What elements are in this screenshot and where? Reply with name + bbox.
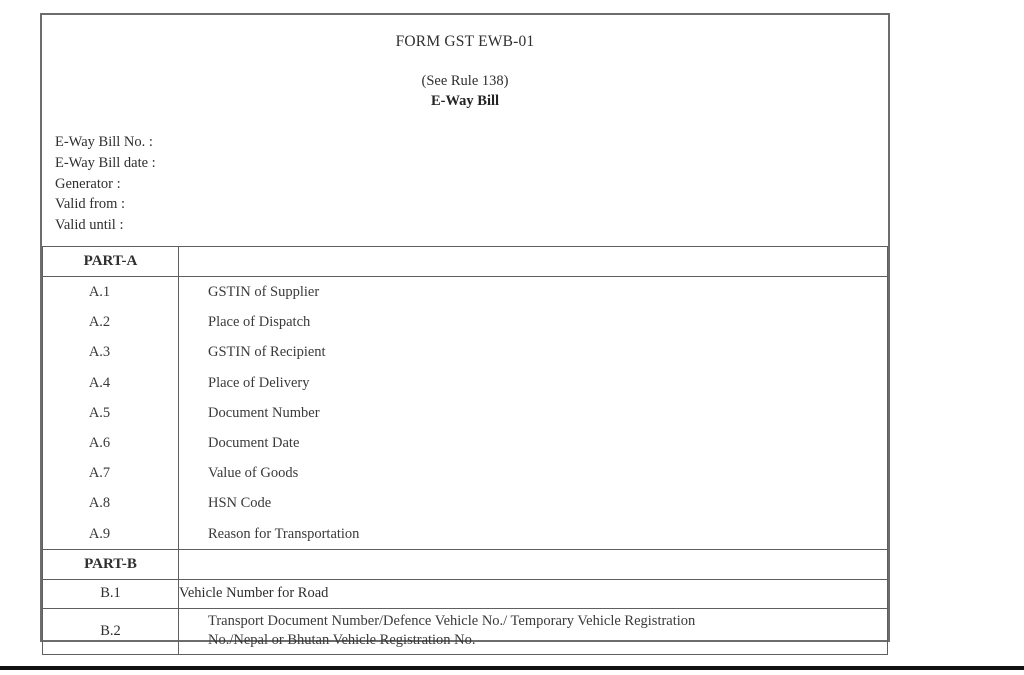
part-a-description-column (179, 276, 888, 549)
row-code-a6: A.6 (88, 435, 111, 451)
page-bottom-rule (0, 666, 1024, 670)
eway-bill-form (40, 13, 890, 649)
row-desc-a6: Document Date (208, 435, 300, 451)
part-b-label: PART-B (43, 549, 179, 579)
row-desc-a4: Place of Delivery (208, 374, 310, 391)
part-a-code-column (43, 276, 179, 549)
row-desc-b1: Vehicle Number for Road (179, 579, 888, 608)
part-a-header-row (43, 246, 888, 276)
row-desc-a3: GSTIN of Recipient (208, 344, 326, 361)
row-code-a2: A.2 (88, 314, 111, 331)
part-b-header-row (43, 549, 888, 579)
row-desc-a9: Reason for Transportation (208, 525, 360, 542)
part-a-label: PART-A (43, 246, 179, 276)
row-desc-b2-line2: No./Nepal or Bhutan Vehicle Registration No. (208, 632, 476, 649)
row-desc-a7: Value of Goods (208, 465, 299, 482)
row-desc-a8: HSN Code (208, 495, 272, 512)
row-desc-b2 (179, 608, 888, 654)
row-desc-a1: GSTIN of Supplier (208, 283, 320, 300)
meta-line-bill-no: E-Way Bill No. : (55, 134, 153, 150)
row-code-a7: A.7 (88, 465, 111, 482)
row-code-a9: A.9 (88, 525, 111, 542)
part-a-rows-group (43, 276, 888, 549)
row-code-a3: A.3 (88, 344, 111, 361)
form-header (42, 15, 888, 110)
part-a-header-blank (179, 246, 888, 276)
row-desc-a5: Document Number (208, 404, 320, 421)
row-code-a5: A.5 (88, 404, 111, 421)
eway-bill-meta-block (42, 110, 888, 242)
row-desc-b2-line1: Transport Document Number/Defence Vehicle No./ Temporary Vehicle Registration (208, 612, 696, 629)
form-title: FORM GST EWB-01 (395, 33, 535, 50)
row-desc-a2: Place of Dispatch (208, 314, 311, 331)
row-code-a1: A.1 (88, 283, 111, 300)
eway-bill-table (42, 246, 888, 655)
meta-line-bill-date: E-Way Bill date : (55, 154, 156, 171)
table-row-b1 (43, 579, 888, 608)
part-b-header-blank (179, 549, 888, 579)
table-row-b2 (43, 608, 888, 654)
rule-reference: (See Rule 138) (421, 73, 509, 89)
row-code-a4: A.4 (88, 374, 111, 391)
meta-line-valid-until: Valid until : (55, 217, 124, 234)
meta-line-valid-from: Valid from : (55, 196, 126, 213)
meta-line-generator: Generator : (55, 175, 121, 192)
row-code-a8: A.8 (88, 495, 111, 512)
row-code-b2: B.2 (43, 608, 179, 654)
row-code-b1: B.1 (43, 579, 179, 608)
document-subtitle: E-Way Bill (430, 93, 500, 109)
